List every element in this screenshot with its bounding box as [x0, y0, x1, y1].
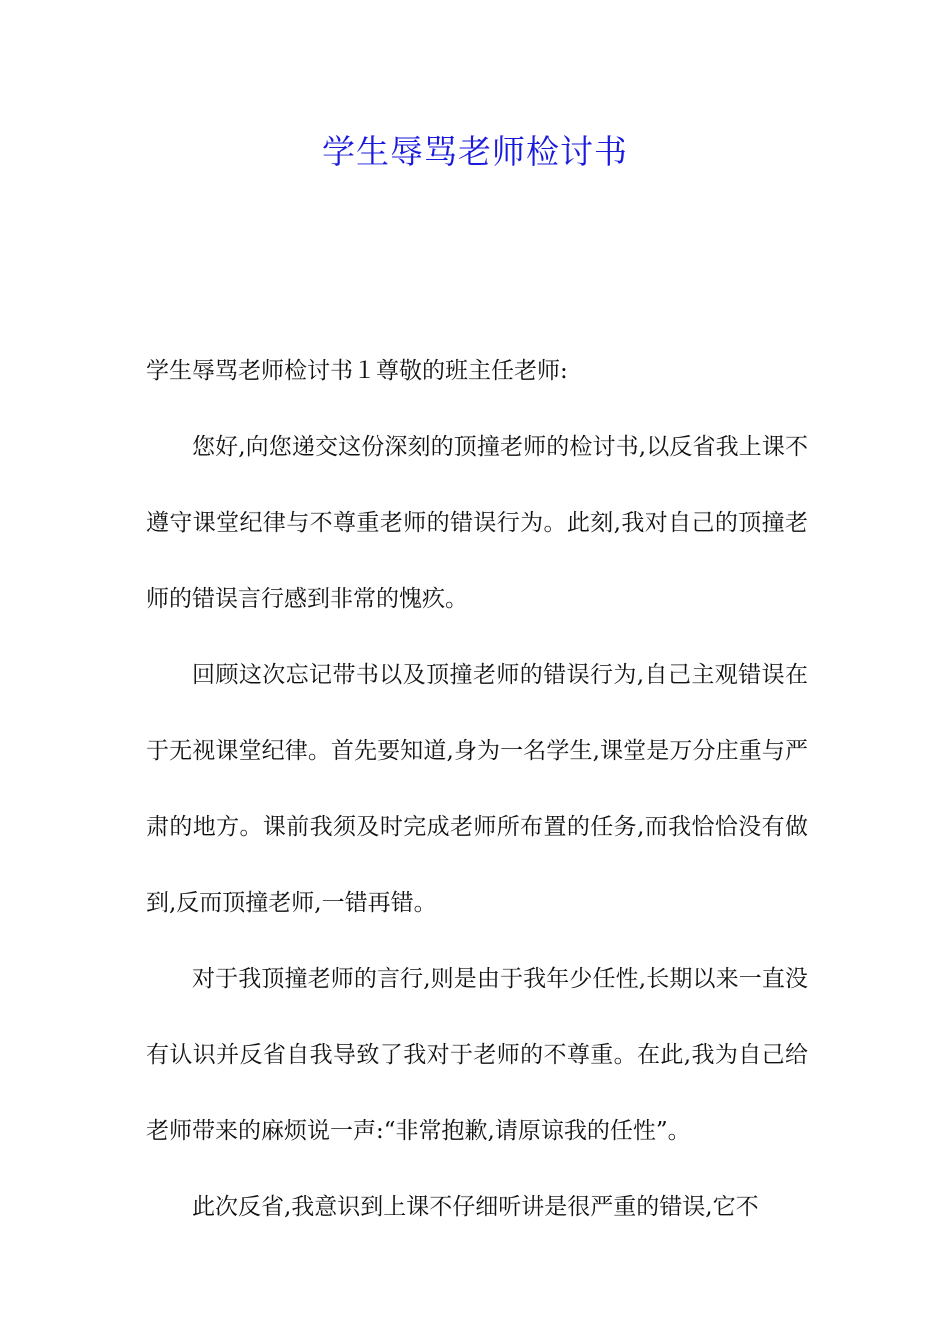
paragraph-1: 您好,向您递交这份深刻的顶撞老师的检讨书,以反省我上课不遵守课堂纪律与不尊重老师的错误行为。此刻,我对自己的顶撞老师的错误言行感到非常的愧疚。	[146, 434, 808, 612]
document-body	[146, 333, 808, 1245]
paragraph-4: 此次反省,我意识到上课不仔细听讲是很严重的错误,它不	[192, 1194, 759, 1220]
paragraph-3: 对于我顶撞老师的言行,则是由于我年少任性,长期以来一直没有认识并反省自我导致了我对于老师的不尊重。在此,我为自己给老师带来的麻烦说一声:“非常抱歉,请原谅我的任性”。	[146, 966, 808, 1144]
paragraph-2: 回顾这次忘记带书以及顶撞老师的错误行为,自己主观错误在于无视课堂纪律。首先要知道,身为一名学生,课堂是万分庄重与严肃的地方。课前我须及时完成老师所布置的任务,而我恰恰没有做到,反而顶撞老师,一错再错。	[146, 662, 808, 916]
document-title: 学生辱骂老师检讨书	[322, 132, 628, 171]
paragraph-salutation: 学生辱骂老师检讨书１尊敬的班主任老师:	[146, 358, 568, 384]
